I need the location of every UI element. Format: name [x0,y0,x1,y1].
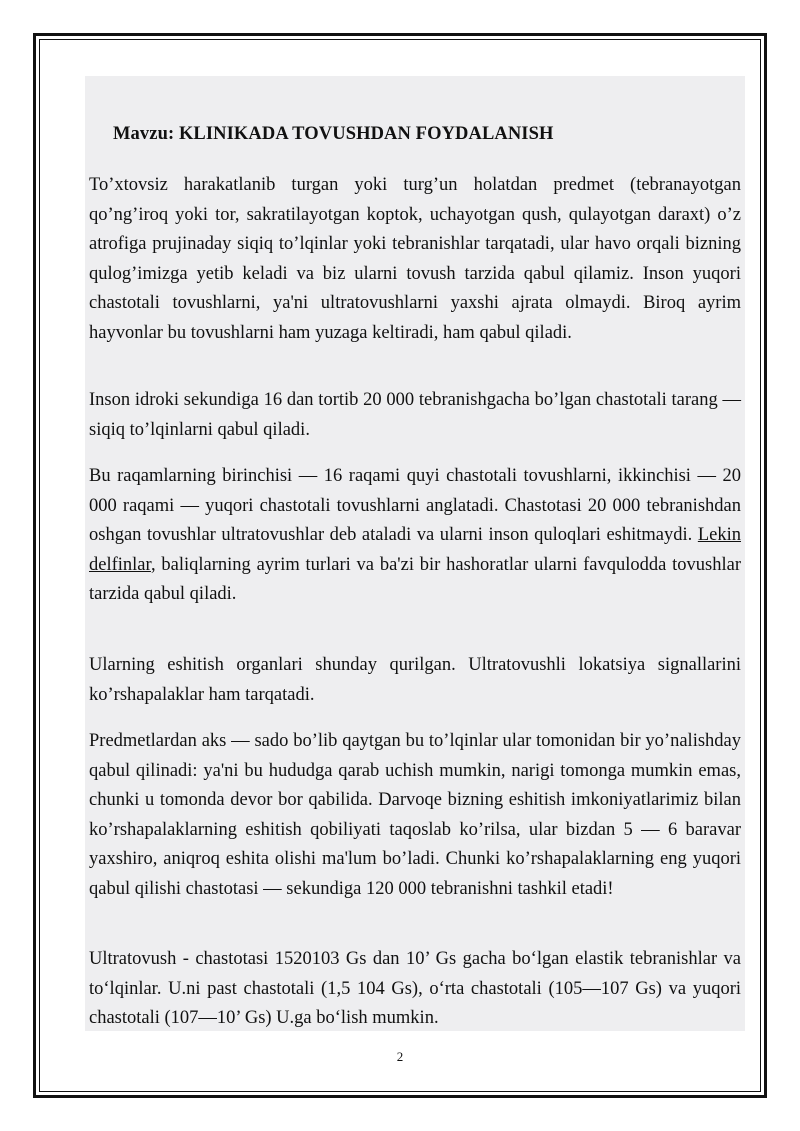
paragraph-5: Predmetlardan aks — sado bo’lib qaytgan bu to’lqinlar ular tomonidan bir yo’nalishday qabul qilinadi: ya'ni bu hududga qarab uchish mumkin, narigi tomonga mumkin emas, chunki u tomonda devor bor qabilida. Darvoqe bizning eshitish imkoniyatlarimiz bilan ko’rshapalaklarning eshitish qobiliyati taqoslab ko’rilsa, ular bizdan 5 — 6 baravar yaxshiro, aniqroq eshita olishi ma'lum bo’ladi. Chunki ko’rshapalaklarning eng yuqori qabul qilishi chastotasi — sekundiga 120 000 tebranishni tashkil etadi! [89,731,741,899]
paragraph-6: Ultratovush - chastotasi 1520103 Gs dan 10’ Gs gacha bo‘lgan elastik tebranishlar va to‘lqinlar. U.ni past chastotali (1,5 104 Gs), o‘rta chastotali (105—107 Gs) va yuqori chastotali (107—10’ Gs) U.ga bo‘lish mumkin. [89,949,741,1028]
paragraph-3-text-a: Bu raqamlarning birinchisi — 16 raqami quyi chastotali tovushlarni, ikkinchisi — 20 000 raqami — yuqori chastotali tovushlarni anglatadi. Chastotasi 20 000 tebranishdan oshgan tovushlar ultratovushlar deb ataladi va ularni inson quloqlari eshitmaydi. [89,466,741,545]
paragraph-3 [89,462,741,610]
paragraph-1: To’xtovsiz harakatlanib turgan yoki turg’un holatdan predmet (tebranayotgan qo’ng’iroq yoki tor, sakratilayotgan koptok, uchayotgan qush, qulayotgan daraxt) o’z atrofiga prujinaday siqiq to’lqinlar yoki tebranishlar tarqatadi, ular havo orqali bizning qulog’imizga yetib keladi va biz ularni tovush tarzida qabul qilamiz. Inson yuqori chastotali tovushlarni, ya'ni ultratovushlarni yaxshi ajrata olmaydi. Biroq ayrim hayvonlar bu tovushlarni ham yuzaga keltiradi, ham qabul qiladi. [89,175,741,343]
paragraph-4: Ularning eshitish organlari shunday qurilgan. Ultratovushli lokatsiya signallarini ko’rshapalaklar ham tarqatadi. [89,655,741,705]
paragraph-2: Inson idroki sekundiga 16 dan tortib 20 000 tebranishgacha bo’lgan chastotali tarang —siqiq to’lqinlarni qabul qiladi. [89,390,741,440]
paragraph-3-text-b: , baliqlarning ayrim turlari va ba'zi bir hashoratlar ularni favqulodda tovushlar tarzida qabul qiladi. [89,554,741,604]
document-body [85,76,745,1031]
document-title: Mavzu: KLINIKADA TOVUSHDAN FOYDALANISH [113,124,554,144]
delfinlar-link[interactable]: Lekin delfinlar [89,525,741,575]
page-number: 2 [396,1049,404,1064]
